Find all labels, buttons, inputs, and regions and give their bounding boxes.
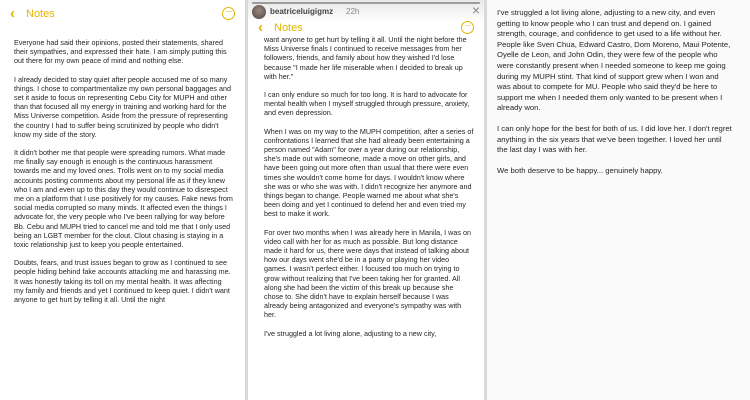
story-progress-bar [252, 2, 480, 4]
chevron-left-icon[interactable]: ‹ [10, 5, 15, 22]
ellipsis-circle-icon[interactable]: ··· [222, 7, 235, 20]
notes-back-label[interactable]: Notes [26, 8, 55, 20]
story-progress-fill [252, 2, 480, 4]
chevron-left-icon[interactable]: ‹ [258, 19, 263, 36]
note-paragraph: Doubts, fears, and trust issues began to grow as I continued to see people hiding behind fake accounts attacking me and harassing me. It was honestly taking its toll on my mental health. It was affecting my family and friends and yet I continued to keep quiet. I didn't want anyone to get hurt by telling it all. Until the night [14, 258, 231, 305]
note-body [14, 38, 233, 313]
story-username[interactable]: beatriceluigigmz [270, 7, 334, 16]
note-paragraph: I can only hope for the best for both of us. I did love her. I don't regret anything in the six years that we've been together. I loved her until the last day I was with her. [497, 123, 732, 155]
ellipsis-circle-icon[interactable]: ··· [461, 21, 474, 34]
close-icon[interactable]: × [471, 2, 480, 18]
note-paragraph: I've struggled a lot living alone, adjusting to a new city, [264, 328, 437, 338]
note-paragraph: For over two months when I was already here in Manila, I was on video call with her for as much as possible. But long distance made it hard for us, there were days that instead of talking about how our days went she'd be in a party or playing her video games. I wasn't perfect either. I focused too much on trying to grow without realizing that I've been taking her for granted. All along she had been the victim of this break up because she chose to. She didn't have to explain herself because I was already being antagonized and everyone's sympathy was with her. [264, 227, 471, 320]
notes-screenshot-3 [487, 0, 750, 400]
note-paragraph: I've struggled a lot living alone, adjusting to a new city, and even getting to know people who I can trust and depend on. I gained strength, courage, and confidence to get used to a life without her. People like Sven Chua, Edward Castro, Dom Moreno, Maui Potente, Oyelle de Leon, and John Odin, they were few of the people who were constantly present when I needed someone to keep me going during my MUPH stint. That kind of support grew when I won and was about to compete for MU. People who said they'd be here to support me when I needed them only wanted to be present when I already won. [497, 8, 731, 113]
notes-screenshot-2 [248, 0, 484, 400]
notes-screenshot-1 [0, 0, 245, 400]
note-paragraph: It didn't bother me that people were spreading rumors. What made me finally say enough is enough is the continuous harassment towards me and my loved ones. Trolls went on to my social media accounts posting comments about my personal life as if they knew who I am and even up to this day they would continue to disrespect me on a platform that I use positively for my causes. Fake news from social media corrupted so many minds. It affected even the things I advocate for, the very people who I've been rallying for way before Bb. Cebu and MUPH tried to cancel me and told me that I only used being an LGBT member for the clout. Clout chasing is staying in a toxic relationship just to keep you people entertained. [14, 148, 233, 250]
note-paragraph: Everyone had said their opinions, posted their statements, shared their sympathies, and expressed their hate. I am simply putting this out there for my own peace of mind and nothing else. [14, 38, 227, 66]
note-body [264, 35, 474, 347]
notes-back-label[interactable]: Notes [274, 22, 303, 34]
note-paragraph: I can only endure so much for too long. It is hard to advocate for mental health when I myself struggled through pressure, anxiety, and even depression. [264, 90, 470, 118]
note-paragraph: want anyone to get hurt by telling it all. Until the night before the Miss Universe finals I continued to receive messages from her followers, friends, and family about how they wished I'd lose because "I made her life miserable when I decided to break up with her." [264, 35, 467, 81]
note-body [497, 8, 732, 186]
note-paragraph: We both deserve to be happy... genuinely happy. [497, 165, 663, 175]
story-timestamp: 22h [346, 7, 360, 16]
notes-header [0, 0, 245, 28]
note-paragraph: I already decided to stay quiet after people accused me of so many things. I chose to compartmentalize my own personal baggages and set it aside to focus on representing Cebu City for MUPH and other than that focused all my energy in training and working hard for the Miss Universe competition. Aside from the pressure of representing the country I had to suffer being scrutinized by people who didn't know my side of the story. [14, 74, 231, 139]
note-paragraph: When I was on my way to the MUPH competition, after a series of confrontations I learned that she had already been entertaining a person named "Adam" for over a year during our relationship, she's made out with someone, made a move on other girls, and have been going out more often than usual that there were even times she wouldn't come home for days. I wouldn't know where she was or who she was with. I didn't recognize her anymore and things began to change. People warned me about what she's been doing and yet I continued to defend her and even tried my best to make it work. [264, 126, 474, 219]
